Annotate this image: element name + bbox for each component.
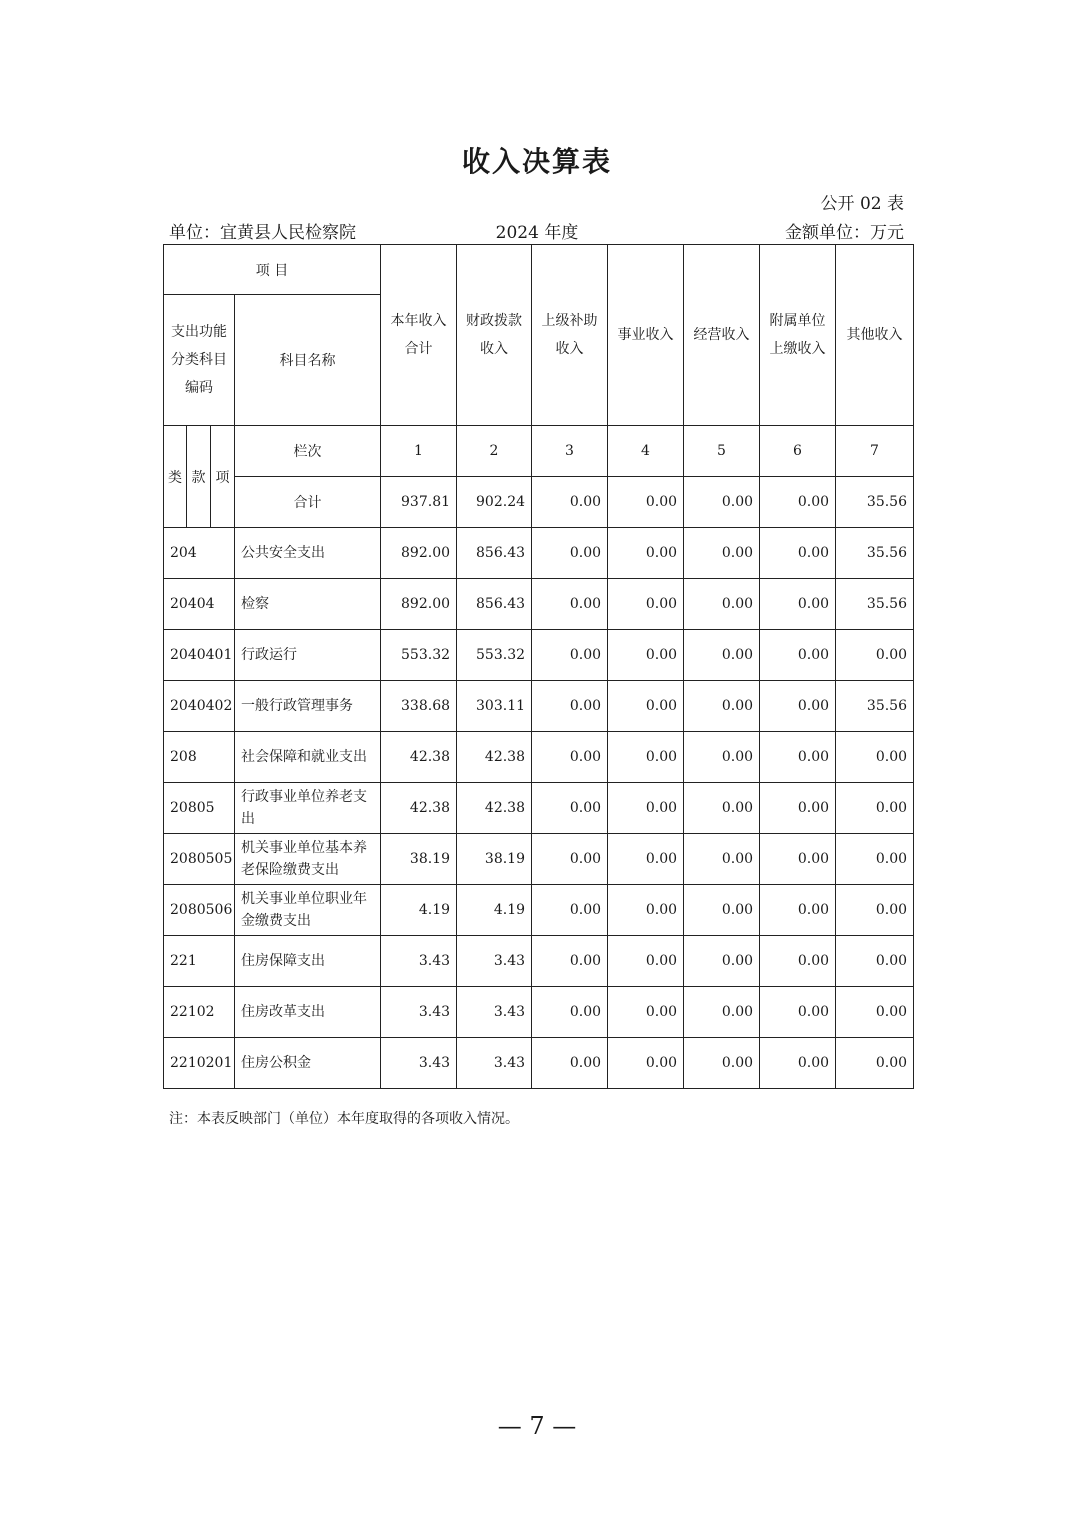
row-name: 机关事业单位基本养老保险缴费支出 (235, 834, 381, 885)
row-value: 0.00 (760, 528, 836, 579)
row-value: 856.43 (457, 579, 532, 630)
row-name: 公共安全支出 (235, 528, 381, 579)
row-value: 0.00 (684, 783, 760, 834)
table-row (164, 528, 914, 579)
row-value: 3.43 (381, 987, 457, 1038)
project-header: 项 目 (164, 245, 381, 295)
revenue-table (163, 244, 914, 1089)
total-value: 35.56 (836, 477, 914, 528)
row-value: 0.00 (532, 885, 608, 936)
row-value: 0.00 (836, 732, 914, 783)
col-index: 1 (381, 426, 457, 477)
name-header: 科目名称 (235, 295, 381, 426)
row-name: 检察 (235, 579, 381, 630)
row-value: 0.00 (684, 579, 760, 630)
row-value: 42.38 (381, 732, 457, 783)
col-header-2: 财政拨款收入 (457, 245, 532, 426)
table-row (164, 987, 914, 1038)
row-value: 3.43 (381, 1038, 457, 1089)
total-label: 合计 (235, 477, 381, 528)
row-value: 0.00 (532, 732, 608, 783)
row-value: 0.00 (532, 528, 608, 579)
row-code: 221 (164, 936, 235, 987)
row-value: 0.00 (836, 936, 914, 987)
row-value: 0.00 (760, 681, 836, 732)
page-title: 收入决算表 (461, 145, 612, 178)
row-value: 3.43 (457, 1038, 532, 1089)
row-value: 38.19 (457, 834, 532, 885)
table-row (164, 732, 914, 783)
row-value: 0.00 (532, 630, 608, 681)
total-value: 937.81 (381, 477, 457, 528)
row-value: 0.00 (684, 630, 760, 681)
row-name: 行政运行 (235, 630, 381, 681)
row-name: 住房公积金 (235, 1038, 381, 1089)
table-row (164, 783, 914, 834)
row-value: 303.11 (457, 681, 532, 732)
row-value: 0.00 (532, 936, 608, 987)
row-value: 0.00 (608, 834, 684, 885)
row-code: 2040401 (164, 630, 235, 681)
row-name: 社会保障和就业支出 (235, 732, 381, 783)
row-value: 0.00 (684, 1038, 760, 1089)
row-value: 0.00 (836, 987, 914, 1038)
row-value: 0.00 (684, 681, 760, 732)
row-value: 42.38 (457, 783, 532, 834)
row-value: 0.00 (532, 783, 608, 834)
row-value: 4.19 (381, 885, 457, 936)
row-value: 0.00 (684, 528, 760, 579)
total-value: 902.24 (457, 477, 532, 528)
row-value: 0.00 (608, 987, 684, 1038)
row-value: 3.43 (381, 936, 457, 987)
row-value: 0.00 (760, 783, 836, 834)
row-value: 0.00 (532, 834, 608, 885)
code-sub-xiang: 项 (211, 426, 235, 528)
row-name: 住房改革支出 (235, 987, 381, 1038)
table-row (164, 681, 914, 732)
row-value: 0.00 (760, 885, 836, 936)
col-header-6: 附属单位上缴收入 (760, 245, 836, 426)
row-value: 0.00 (608, 579, 684, 630)
code-sub-kuan: 款 (187, 426, 211, 528)
row-code: 2040402 (164, 681, 235, 732)
row-value: 0.00 (684, 987, 760, 1038)
code-header: 支出功能分类科目编码 (164, 295, 235, 426)
row-value: 0.00 (760, 936, 836, 987)
table-row (164, 885, 914, 936)
row-code: 20805 (164, 783, 235, 834)
row-value: 892.00 (381, 579, 457, 630)
row-value: 0.00 (532, 987, 608, 1038)
table-row (164, 579, 914, 630)
row-value: 0.00 (684, 834, 760, 885)
row-value: 0.00 (608, 885, 684, 936)
col-index-label: 栏次 (235, 426, 381, 477)
row-value: 0.00 (760, 1038, 836, 1089)
row-code: 20404 (164, 579, 235, 630)
year-label: 2024 年度 (495, 223, 579, 243)
row-value: 42.38 (457, 732, 532, 783)
unit-label: 单位：宜黄县人民检察院 (169, 223, 356, 243)
row-value: 0.00 (836, 1038, 914, 1089)
form-number: 公开 02 表 (820, 194, 904, 214)
row-value: 0.00 (608, 681, 684, 732)
row-code: 204 (164, 528, 235, 579)
row-value: 0.00 (532, 1038, 608, 1089)
col-index: 6 (760, 426, 836, 477)
col-header-3: 上级补助收入 (532, 245, 608, 426)
row-value: 35.56 (836, 528, 914, 579)
row-value: 4.19 (457, 885, 532, 936)
row-value: 0.00 (608, 936, 684, 987)
row-value: 553.32 (457, 630, 532, 681)
col-index: 5 (684, 426, 760, 477)
table-note: 注：本表反映部门（单位）本年度取得的各项收入情况。 (169, 1111, 519, 1127)
col-header-4: 事业收入 (608, 245, 684, 426)
total-value: 0.00 (760, 477, 836, 528)
row-value: 3.43 (457, 936, 532, 987)
total-value: 0.00 (684, 477, 760, 528)
row-value: 553.32 (381, 630, 457, 681)
col-index: 3 (532, 426, 608, 477)
total-value: 0.00 (532, 477, 608, 528)
row-value: 0.00 (836, 630, 914, 681)
row-value: 0.00 (608, 630, 684, 681)
row-value: 0.00 (608, 1038, 684, 1089)
code-sub-lei: 类 (164, 426, 187, 528)
table-row (164, 630, 914, 681)
row-value: 0.00 (760, 732, 836, 783)
row-name: 住房保障支出 (235, 936, 381, 987)
col-header-5: 经营收入 (684, 245, 760, 426)
page-number: — 7 — (497, 1412, 577, 1440)
table-row (164, 936, 914, 987)
row-value: 338.68 (381, 681, 457, 732)
row-value: 0.00 (532, 681, 608, 732)
row-value: 38.19 (381, 834, 457, 885)
row-value: 856.43 (457, 528, 532, 579)
col-index: 4 (608, 426, 684, 477)
row-value: 0.00 (836, 783, 914, 834)
row-value: 35.56 (836, 579, 914, 630)
row-name: 机关事业单位职业年金缴费支出 (235, 885, 381, 936)
row-code: 2210201 (164, 1038, 235, 1089)
row-code: 22102 (164, 987, 235, 1038)
table-row (164, 1038, 914, 1089)
row-value: 0.00 (760, 579, 836, 630)
total-value: 0.00 (608, 477, 684, 528)
row-value: 0.00 (836, 885, 914, 936)
row-code: 208 (164, 732, 235, 783)
col-header-7: 其他收入 (836, 245, 914, 426)
row-value: 3.43 (457, 987, 532, 1038)
row-value: 892.00 (381, 528, 457, 579)
row-value: 0.00 (608, 732, 684, 783)
row-value: 0.00 (760, 630, 836, 681)
row-value: 0.00 (532, 579, 608, 630)
table-row (164, 834, 914, 885)
row-value: 0.00 (836, 834, 914, 885)
row-value: 0.00 (684, 885, 760, 936)
row-code: 2080506 (164, 885, 235, 936)
row-name: 一般行政管理事务 (235, 681, 381, 732)
row-value: 0.00 (760, 834, 836, 885)
row-name: 行政事业单位养老支出 (235, 783, 381, 834)
row-value: 0.00 (684, 732, 760, 783)
row-value: 42.38 (381, 783, 457, 834)
col-header-1: 本年收入合计 (381, 245, 457, 426)
row-value: 0.00 (608, 528, 684, 579)
col-index: 2 (457, 426, 532, 477)
row-value: 0.00 (760, 987, 836, 1038)
money-unit-label: 金额单位：万元 (785, 223, 904, 243)
row-value: 0.00 (608, 783, 684, 834)
row-value: 35.56 (836, 681, 914, 732)
row-code: 2080505 (164, 834, 235, 885)
row-value: 0.00 (684, 936, 760, 987)
col-index: 7 (836, 426, 914, 477)
